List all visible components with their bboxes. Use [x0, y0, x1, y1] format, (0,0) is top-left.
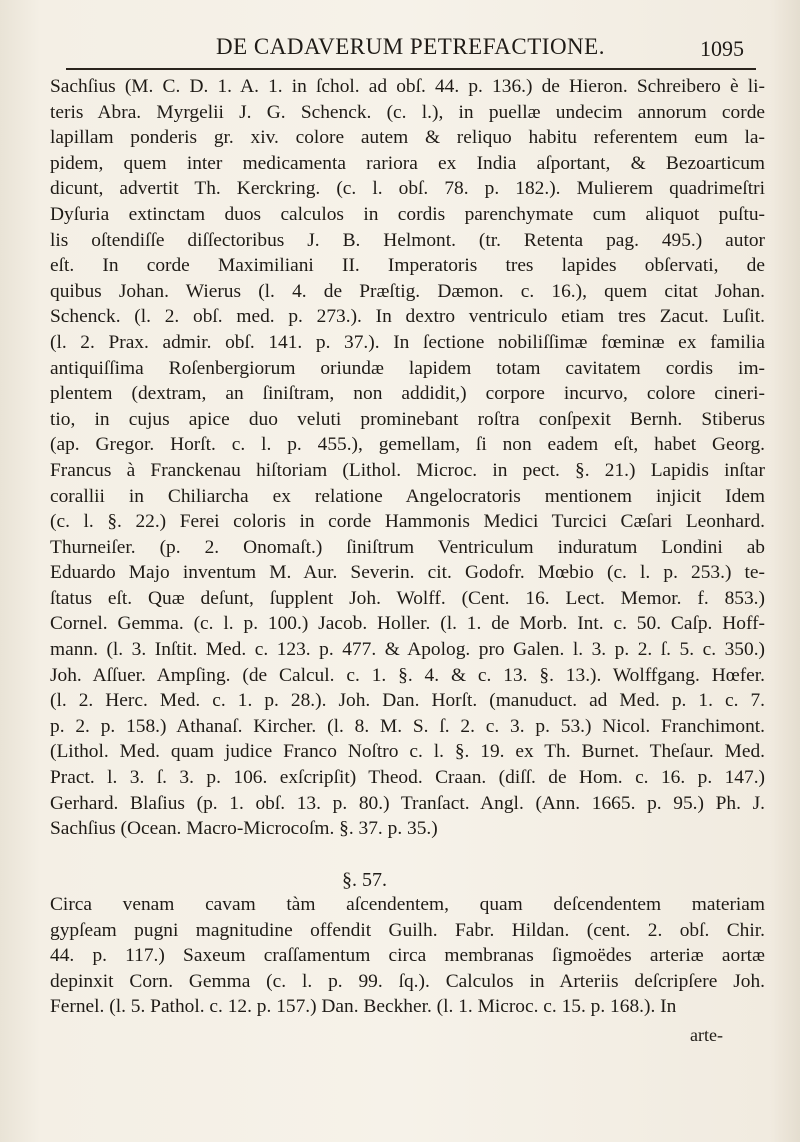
catchword: arte- — [690, 1025, 723, 1045]
running-title: DE CADAVERUM PETREFACTIONE. — [216, 34, 605, 59]
text-line: ſtatus eſt. Quæ deſunt, ſupplent Joh. Wolff. (Cent. 16. Lect. Memor. f. 853.) — [50, 587, 765, 609]
section-heading: §. 57. — [342, 869, 387, 891]
text-line: Cornel. Gemma. (c. l. p. 100.) Jacob. Holler. (l. 1. de Morb. Int. c. 50. Caſp. Hoff- — [50, 613, 765, 635]
text-line: Sachſius (Ocean. Macro-Microcoſm. §. 37. p. 35.) — [50, 818, 438, 840]
text-line: mann. (l. 3. Inſtit. Med. c. 123. p. 477. & Apolog. pro Galen. l. 3. p. 2. ſ. 5. c. 350.) — [50, 639, 765, 661]
text-line: dicunt, advertit Th. Kerckring. (c. l. obſ. 78. p. 182.). Mulierem quadrimeſtri — [50, 178, 765, 200]
text-line: depinxit Corn. Gemma (c. l. p. 99. ſq.). Calculos in Arteriis deſcripſere Joh. — [50, 970, 765, 992]
text-line: (l. 2. Prax. admir. obſ. 141. p. 37.). In ſectione nobiliſſimæ fœminæ ex familia — [50, 331, 765, 353]
text-line: gypſeam pugni magnitudine offendit Guilh. Fabr. Hildan. (cent. 2. obſ. Chir. — [50, 919, 765, 941]
text-line: Sachſius (M. C. D. 1. A. 1. in ſchol. ad obſ. 44. p. 136.) de Hieron. Schreibero è li- — [50, 76, 765, 97]
text-line: lapillam ponderis gr. xiv. colore autem & reliquo habitu referentem eum la- — [50, 127, 765, 149]
text-line: antiquiſſima Roſenbergiorum oriundæ lapidem totam cavitatem cordis im- — [50, 357, 765, 379]
text-line: Pract. l. 3. ſ. 3. p. 106. exſcripſit) Theod. Craan. (diſſ. de Hom. c. 16. p. 147.) — [50, 767, 765, 789]
text-line: Gerhard. Blaſius (p. 1. obſ. 13. p. 80.) Tranſact. Angl. (Ann. 1665. p. 95.) Ph. J. — [50, 792, 765, 814]
page-number: 1095 — [700, 36, 744, 61]
text-line: (ap. Gregor. Horſt. c. l. p. 455.), gemellam, ſi non eadem eſt, habet Georg. — [50, 434, 765, 456]
text-line: plentem (dextram, an ſiniſtram, non addidit,) corpore incurvo, colore cineri- — [50, 383, 765, 405]
page-header — [0, 30, 800, 70]
text-line: quibus Johan. Wierus (l. 4. de Præſtig. Dæmon. c. 16.), quem citat Johan. — [50, 280, 765, 302]
text-line: Joh. Aſſuer. Ampſing. (de Calcul. c. 1. §. 4. & c. 13. §. 13.). Wolffgang. Hœfer. — [50, 664, 765, 686]
text-line: teris Abra. Myrgelii J. G. Schenck. (c. l.), in puellæ undecim annorum corde — [50, 101, 765, 123]
text-line: Francus à Franckenau hiſtoriam (Lithol. Microc. in pect. §. 21.) Lapidis inſtar — [50, 459, 765, 481]
text-line: lis oſtendiſſe diſſectoribus J. B. Helmont. (tr. Retenta pag. 495.) autor — [50, 229, 765, 251]
text-line: (l. 2. Herc. Med. c. 1. p. 28.). Joh. Dan. Horſt. (manuduct. ad Med. p. 1. c. 7. — [50, 690, 765, 712]
text-line: Fernel. (l. 5. Pathol. c. 12. p. 157.) Dan. Beckher. (l. 1. Microc. c. 15. p. 168.). In — [50, 996, 677, 1018]
paragraph-2 — [50, 892, 765, 1020]
text-line: corallii in Chiliarcha ex relatione Angelocratoris mentionem injicit Idem — [50, 485, 765, 507]
text-line: p. 2. p. 158.) Athanaſ. Kircher. (l. 8. M. S. ſ. 2. c. 3. p. 53.) Nicol. Franchimont. — [50, 715, 765, 737]
text-line: Circa venam cavam tàm aſcendentem, quam deſcendentem materiam — [50, 894, 765, 915]
paragraph-1 — [50, 74, 765, 842]
text-line: pidem, quem inter medicamenta rariora ex India aſportant, & Bezoarticum — [50, 152, 765, 174]
text-line: eſt. In corde Maximiliani II. Imperatoris tres lapides obſervati, de — [50, 255, 765, 277]
text-line: (c. l. §. 22.) Ferei coloris in corde Hammonis Medici Turcici Cæſari Leonhard. — [50, 511, 765, 533]
text-line: Dyſuria extinctam duos calculos in cordis parenchymate cum aliquot puſtu- — [50, 203, 765, 225]
text-line: 44. p. 117.) Saxeum craſſamentum circa membranas ſigmoëdes arteriæ aortæ — [50, 945, 765, 967]
text-line: (Lithol. Med. quam judice Franco Noſtro c. l. §. 19. ex Th. Burnet. Theſaur. Med. — [50, 741, 765, 763]
text-line: tio, in cujus apice duo veluti prominebant roſtra conſpexit Bernh. Stiberus — [50, 408, 765, 430]
text-line: Eduardo Majo inventum M. Aur. Severin. cit. Godofr. Mœbio (c. l. p. 253.) te- — [50, 562, 765, 584]
header-rule — [66, 68, 756, 70]
text-line: Schenck. (l. 2. obſ. med. p. 273.). In dextro ventriculo etiam tres Zacut. Luſit. — [50, 306, 765, 328]
text-line: Thurneiſer. (p. 2. Onomaſt.) ſiniſtrum Ventriculum induratum Londini ab — [50, 536, 765, 558]
